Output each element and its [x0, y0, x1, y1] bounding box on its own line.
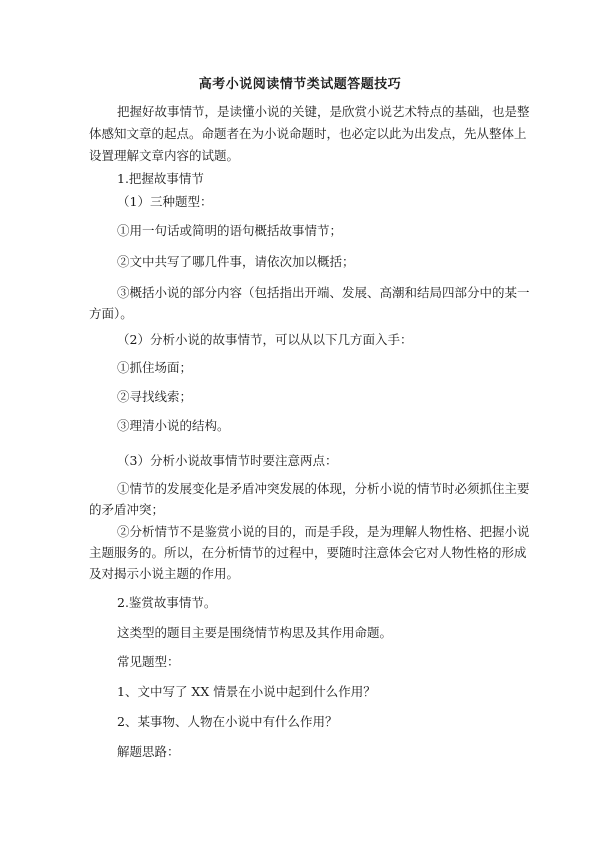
- list-item-line-2: 主题服务的。所以，在分析情节的过程中，要随时注意体会它对人物性格的形成: [89, 545, 527, 560]
- paragraph: 这类型的题目主要是围绕情节构思及其作用命题。: [117, 625, 393, 640]
- subsection-heading: （3）分析小说故事情节时要注意两点：: [117, 453, 338, 468]
- list-item: ②文中共写了哪几件事，请依次加以概括；: [117, 254, 355, 269]
- list-item-line-3: 及对揭示小说主题的作用。: [89, 566, 240, 581]
- subsection-heading: （2）分析小说的故事情节，可以从以下几方面入手：: [117, 332, 413, 347]
- paragraph: 常见题型：: [117, 654, 180, 669]
- list-item-line-1: ②分析情节不是鉴赏小说的目的，而是手段，是为理解人物性格、把握小说: [117, 524, 530, 539]
- subsection-heading: （1）三种题型：: [117, 194, 213, 209]
- intro-line-3: 设置理解文章内容的试题。: [89, 148, 240, 163]
- list-item-line-2: 的矛盾冲突；: [89, 502, 165, 517]
- section-heading: 1.把握故事情节: [117, 171, 204, 186]
- intro-line-2: 体感知文章的起点。命题者在为小说命题时，也必定以此为出发点，先从整体上: [89, 126, 527, 141]
- document-title: 高考小说阅读情节类试题答题技巧: [198, 77, 402, 92]
- list-item-line-1: ①情节的发展变化是矛盾冲突发展的体现，分析小说的情节时必须抓住主要: [117, 481, 530, 496]
- list-item: ①用一句话或简明的语句概括故事情节；: [117, 223, 343, 238]
- paragraph: 解题思路：: [117, 744, 180, 759]
- list-item: ②寻找线索；: [117, 389, 193, 404]
- question-item: 2、某事物、人物在小说中有什么作用？: [117, 714, 338, 729]
- intro-line-1: 把握好故事情节，是读懂小说的关键，是欣赏小说艺术特点的基础，也是整: [117, 104, 530, 119]
- list-item: ①抓住场面；: [117, 360, 193, 375]
- list-item: ③理清小说的结构。: [117, 418, 230, 433]
- question-item: 1、文中写了 XX 情景在小说中起到什么作用？: [117, 684, 376, 699]
- list-item-line-2: 方面）。: [89, 306, 133, 321]
- section-heading: 2.鉴赏故事情节。: [117, 595, 217, 610]
- list-item-line-1: ③概括小说的部分内容（包括指出开端、发展、高潮和结局四部分中的某一: [117, 285, 530, 300]
